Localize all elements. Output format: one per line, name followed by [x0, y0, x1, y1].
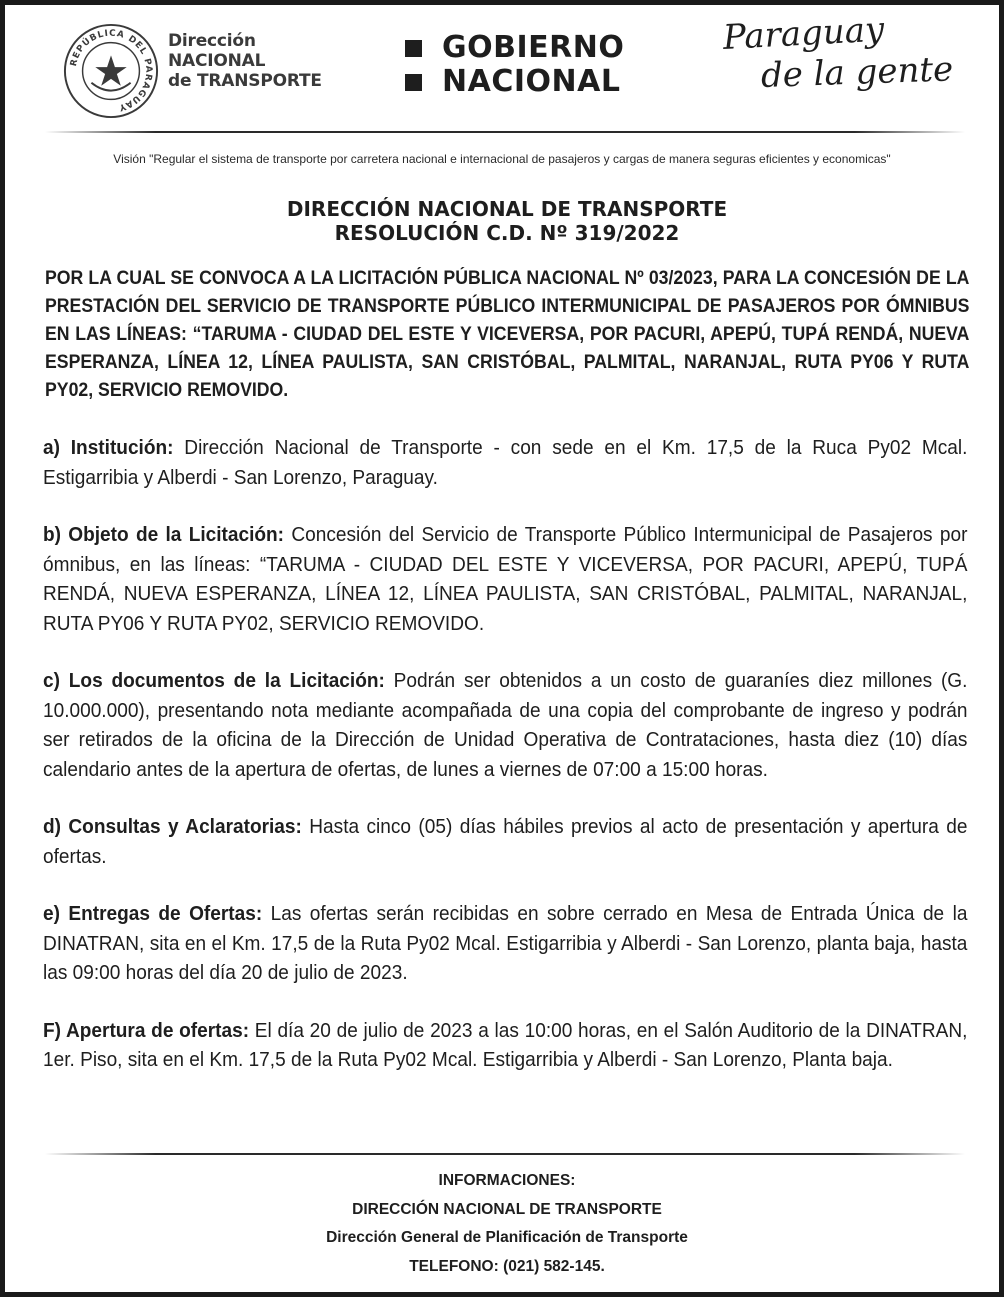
slogan-line-1: Paraguay [721, 9, 886, 58]
footer-line-2: DIRECCIÓN NACIONAL DE TRANSPORTE [352, 1200, 662, 1218]
section-label: c) Los documentos de la Licitación: [43, 669, 385, 692]
dnt-logo-line-3: de TRANSPORTE [168, 71, 322, 91]
gobierno-line-1: GOBIERNO [442, 30, 625, 65]
section-text: Las ofertas serán recibidas en sobre cerrado en Mesa de Entrada Única de la DINATRAN, sita en el Km. 17,5 de la Ruta Py02 Mcal. Estigarribia y Alberdi - San Lorenzo, planta baja, hasta las 09:00 horas del día 20 de julio de 2023. [43, 902, 968, 984]
section-institucion [43, 433, 967, 492]
dnt-logo-line-2: NACIONAL [168, 51, 266, 71]
section-apertura [43, 1016, 967, 1075]
section-label: a) Institución: [43, 436, 174, 459]
section-label: e) Entregas de Ofertas: [43, 902, 263, 925]
section-text: El día 20 de julio de 2023 a las 10:00 horas, en el Salón Auditorio de la DINATRAN, 1er. Piso, sita en el Km. 17,5 de la Ruta Py02 Mcal. Estigarribia y Alberdi - San Lorenzo, Planta baja. [43, 1018, 968, 1071]
seal-ring-text: REPÚBLICA DEL PARAGUAY [68, 28, 154, 113]
section-consultas [43, 812, 967, 871]
dnt-logo-line-1: Dirección [168, 31, 256, 51]
footer-line-4: TELEFONO: (021) 582-145. [409, 1257, 605, 1275]
square-bullet-icon [405, 74, 422, 91]
footer-divider [45, 1153, 965, 1155]
header-divider [45, 131, 965, 133]
section-text: Concesión del Servicio de Transporte Público Intermunicipal de Pasajeros por ómnibus, en las líneas: “TARUMA - CIUDAD DEL ESTE Y VICEVERSA, POR PACURI, APEPÚ, TUPÁ RENDÁ, NUEVA ESPERANZA, LÍNEA 12, LÍNEA PAULISTA, SAN CRISTÓBAL, PALMITAL, NARANJAL, RUTA PY06 Y RUTA PY02, SERVICIO REMOVIDO. [43, 523, 968, 635]
section-entregas [43, 899, 967, 988]
notice-body [43, 433, 967, 1103]
section-documentos [43, 666, 967, 784]
paraguay-seal-icon [62, 22, 160, 120]
footer-line-3: Dirección General de Planificación de Transporte [326, 1229, 688, 1246]
section-text: Podrán ser obtenidos a un costo de guaraníes diez millones (G. 10.000.000), presentando nota mediante acompañada de una copia del comprobante de ingreso y podrán ser retirados de la oficina de la Dirección de Unidad Operativa de Contrataciones, hasta diez (10) días calendario antes de la apertura de ofertas, de lunes a viernes de 07:00 a 15:00 horas. [43, 669, 968, 781]
gobierno-line-2: NACIONAL [442, 64, 621, 99]
section-objeto [43, 520, 967, 638]
gobierno-nacional-logo [405, 31, 624, 99]
title-line-1: DIRECCIÓN NACIONAL DE TRANSPORTE [286, 197, 728, 221]
resolution-summary: POR LA CUAL SE CONVOCA A LA LICITACIÓN PÚBLICA NACIONAL Nº 03/2023, PARA LA CONCESIÓN DE LA PRESTACIÓN DEL SERVICIO DE TRANSPORTE PÚBLICO INTERMUNICIPAL DE PASAJEROS POR ÓMNIBUS EN LAS LÍNEAS: “TARUMA - CIUDAD DEL ESTE Y VICEVERSA, POR PACURI, APEPÚ, TUPÁ RENDÁ, NUEVA ESPERANZA, LÍNEA 12, LÍNEA PAULISTA, SAN CRISTÓBAL, PALMITAL, NARANJAL, RUTA PY06 Y RUTA PY02, SERVICIO REMOVIDO. [45, 268, 970, 401]
section-label: F) Apertura de ofertas: [43, 1018, 250, 1042]
dnt-logo-text [168, 31, 322, 91]
footer-line-1: INFORMACIONES: [438, 1172, 576, 1189]
title-line-2: RESOLUCIÓN C.D. Nº 319/2022 [334, 221, 680, 245]
slogan-line-2: de la gente [760, 49, 954, 96]
square-bullet-icon [405, 40, 422, 57]
section-label: d) Consultas y Aclaratorias: [43, 815, 302, 838]
title-block [5, 197, 1004, 245]
section-text: Hasta cinco (05) días hábiles previos al acto de presentación y apertura de ofertas. [43, 815, 968, 868]
vision-statement: Visión "Regular el sistema de transporte por carretera nacional e internacional de pasajeros y cargas de manera seguras eficientes y economicas" [113, 152, 891, 166]
footer-info [5, 1167, 1004, 1281]
section-label: b) Objeto de la Licitación: [43, 523, 285, 546]
section-text: Dirección Nacional de Transporte - con sede en el Km. 17,5 de la Ruca Py02 Mcal. Estigarribia y Alberdi - San Lorenzo, Paraguay. [43, 436, 968, 489]
paraguay-slogan-logo [721, 9, 954, 96]
